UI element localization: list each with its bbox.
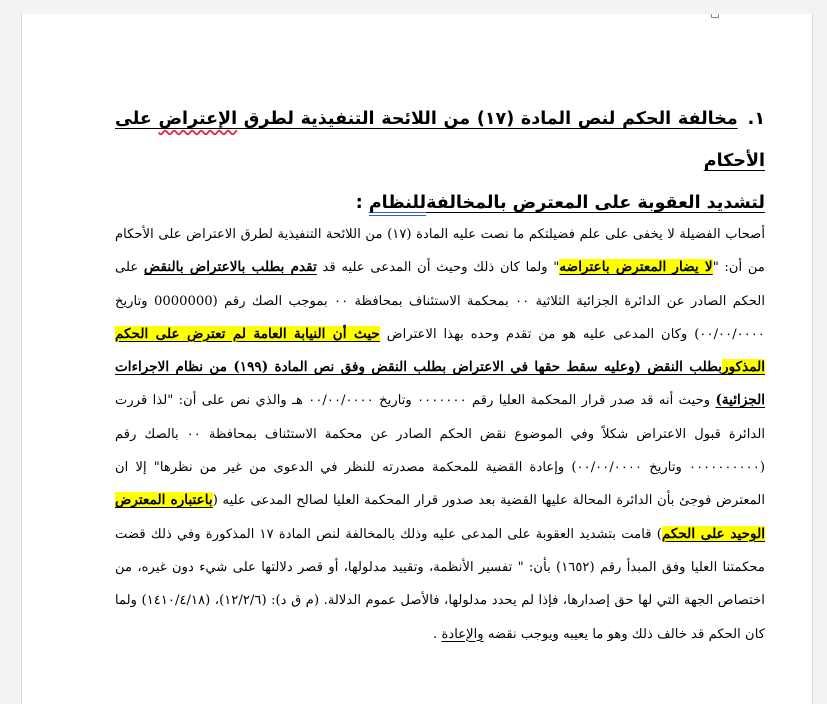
text-run: وحيث أنه قد صدر قرار المحكمة العليا رقم ٠٠٠٠٠٠٠ وتاريخ ٠٠/٠٠/٠٠٠٠ هـ والذي نص على أن: "لذا قررت الدائرة قبول الاعتراض شكلاً وفي الموضوع نقض الحكم الصادر عن محكمة الاستئناف بمحافظة ٠٠ بالصك رقم (٠٠٠٠٠٠٠٠٠٠ وتاريخ ٠٠/٠٠/٠٠٠٠) وإعادة القضية للمحكمة مصدرته للنظر في الدعوى من غير من نظرها" إلا ان المعترض فوجئ بأن الدائرة المحالة عليها القضية بعد صدور قرار المحكمة العليا لصالح المدعى عليه ( [115, 393, 765, 509]
bold-underlined-phrase: تقدم بطلب بالاعتراض بالنقض [143, 259, 317, 276]
highlighted-phrase: حيث أن النيابة العامة لم تعترض على الحكم المذكور [115, 325, 765, 376]
heading-colon: : [355, 193, 363, 213]
paragraph-end: . [433, 626, 438, 642]
heading-line2: لتشديد العقوبة على المعترض بالمخالفةللنظام [368, 193, 765, 213]
heading-line1: مخالفة الحكم لنص المادة (١٧) من اللائحة التنفيذية لطرق الإعتراض على الأحكام [115, 109, 765, 171]
text-run: " ولما كان ذلك وحيث أن المدعى عليه قد [316, 260, 560, 276]
bold-underlined-phrase: بطلب النقض (وعليه سقط حقها في الاعتراض بطلب النقض وفق نص المادة (١٩٩) من نظام الاجراءات الجزائية) [115, 359, 766, 409]
document-content [115, 98, 765, 651]
text-run: على الحكم الصادر عن الدائرة الجزائية الثلاثية ٠٠ بمحكمة الاستئناف بمحافظة ٠٠ بموجب الصك رقم (0000000 وتاريخ ٠٠/٠٠/٠٠٠٠) وكان المدعى عليه هو من تقدم وحده بهذا الاعتراض [115, 260, 765, 342]
body-paragraph [115, 218, 765, 651]
spelling-flag-word: الإعتراض [158, 109, 238, 129]
page-corner-marker [711, 14, 719, 18]
heading-number: ١. [747, 109, 765, 129]
grammar-flag-word: والإعادة [441, 626, 484, 642]
text-run: أصحاب الفضيلة لا يخفى على علم فضيلتكم ما نصت عليه المادة (١٧) من اللائحة التنفيذية لطرق الاعتراض على الأحكام من أن: " [115, 227, 765, 276]
document-page [21, 14, 813, 704]
highlighted-quote: لا يضار المعترض باعتراضه [559, 259, 713, 276]
grammar-flag-word: للنظام [368, 193, 427, 213]
text-run: ) قامت بتشديد العقوبة على المدعى عليه وذلك بالمخالفة لنص المادة ١٧ المذكورة وفي ذلك قضت محكمتنا العليا وفق المبدأ رقم (١٦٥٢) بأن: " تفسير الأنظمة، وتقييد مدلولها، أو قصر دلالتها على شيء دون غيره، من اختصاص الجهة التي لها حق إصدارها، فإذا لم يحدد مدلولها، فالأصل عموم الدلالة. (م ق د): (١٢/٢/٦)، (١٤١٠/٤/١٨) ولما كان الحكم قد خالف ذلك وهو ما يعيبه ويوجب نقضه [115, 526, 765, 642]
section-heading [115, 98, 765, 224]
highlighted-phrase: باعتباره المعترض الوحيد على الحكم [115, 492, 765, 542]
